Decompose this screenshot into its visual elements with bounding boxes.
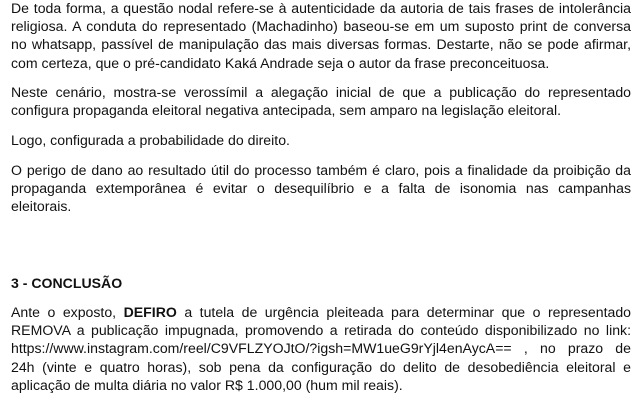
text-line: eleitorais.	[11, 198, 72, 215]
text-line: aplicação de multa diária no valor R$ 1.000,00 (hum mil reais).	[11, 376, 403, 393]
text-line: De toda forma, a questão nodal refere-se à autenticidade da autoria de tais frases de intolerância	[11, 0, 631, 16]
section-heading: 3 - CONCLUSÃO	[11, 275, 123, 291]
paragraph-danger	[11, 161, 631, 216]
text-line: configura propaganda eleitoral negativa antecipada, sem amparo na legislação eleitoral.	[11, 102, 562, 119]
text-line: REMOVA a publicação impugnada, promovendo a retirada do conteúdo disponibilizado no link:	[11, 322, 631, 339]
decision-keyword: DEFIRO	[123, 304, 177, 320]
paragraph-authenticity	[11, 0, 631, 72]
text-line: no whatsapp, passível de manipulação das mais diversas formas. Destarte, não se pode afirmar,	[11, 36, 631, 53]
text-line: Logo, configurada a probabilidade do direito.	[11, 132, 290, 148]
text-fragment: Ante o exposto,	[11, 304, 124, 320]
paragraph-scenario	[11, 83, 631, 119]
text-line: religiosa. A conduta do representado (Machadinho) baseou-se em um suposto print de conversa	[11, 18, 631, 35]
text-line: com certeza, que o pré-candidato Kaká Andrade seja o autor da frase preconceituosa.	[11, 54, 550, 71]
paragraph-probability	[11, 131, 631, 149]
text-line: https://www.instagram.com/reel/C9VFLZYOJtO/?igsh=MW1ueG9rYjl4enAycA== , no prazo de	[11, 340, 631, 357]
text-line: O perigo de dano ao resultado útil do processo também é claro, pois a finalidade da proibição da	[11, 162, 631, 178]
text-fragment: a tutela de urgência pleiteada para determinar que o representado	[176, 304, 632, 320]
text-line: 24h (vinte e quatro horas), sob pena da configuração do delito de desobediência eleitoral e	[11, 358, 631, 375]
paragraph-conclusion	[11, 303, 631, 394]
text-line: propaganda extemporânea é evitar o desequilíbrio e a falta de isonomia nas campanhas	[11, 180, 631, 197]
text-line	[11, 303, 631, 321]
text-line: Neste cenário, mostra-se verossímil a alegação inicial de que a publicação do representado	[11, 84, 631, 100]
